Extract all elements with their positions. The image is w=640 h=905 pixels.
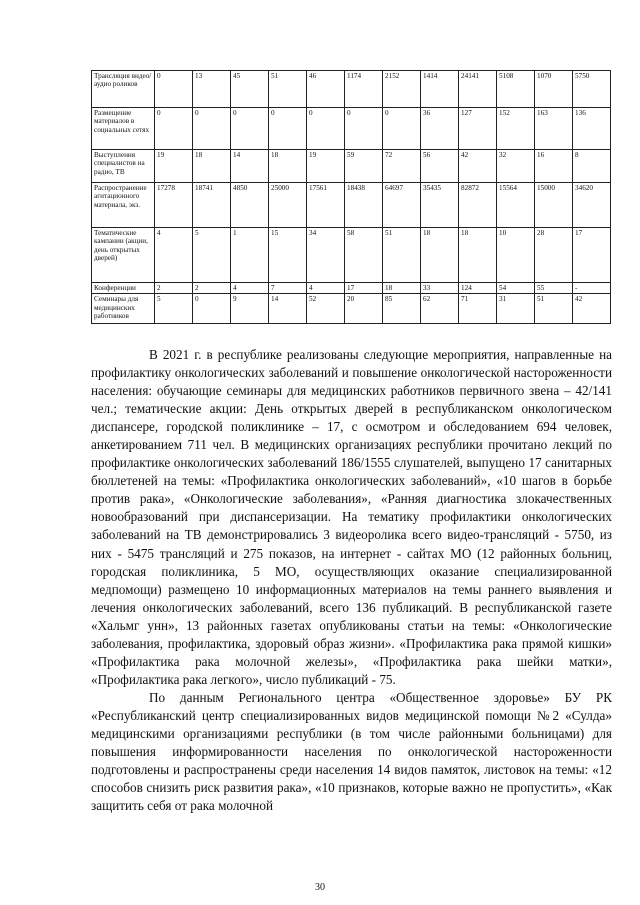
paragraph-1: В 2021 г. в республике реализованы следующие мероприятия, направленные на профилактику онкологических заболеваний и повышение онкологической настороженности населения: обучающие семинары для медицинских работников первичного звена – 42/141 чел.; тематические акции: День открытых дверей в республиканском онкологическом диспансере, городской поликлинике – 17, с осмотром и обследованием 694 человек, анкетированием 711 чел. В медицинских организациях республики прочитано лекций по профилактике онкологических заболеваний 186/1555 слушателей, выпущено 17 санитарных бюллетеней на темы: «Профилактика онкологических заболеваний», «10 шагов в борьбе против рака», «Онкологические заболевания», «Ранняя диагностика злокачественных новообразований при диспансеризации. На тематику профилактики онкологических заболеваний на ТВ демонстрировались 3 видеоролика всего видео-трансляций - 5750, из них - 5475 трансляций и 275 показов, на интернет - сайтах МО (12 районных больниц, городская поликлиника, 5 МО, осуществляющих оказание специализированной медпомощи) размещено 10 информационных материалов на темы раннего выявления и лечения онкологических заболеваний, всего 136 публикаций. В республиканской газете «Хальмг унн», 13 районных газетах опубликованы статьи на темы: «Онкологические заболевания, профилактика, здоровый образ жизни». «Профилактика рака прямой кишки» «Профилактика рака молочной железы», «Профилактика рака шейки матки», «Профилактика рака легкого», число публикаций - 75. xyxy=(91,347,612,687)
table-cell: 58 xyxy=(345,228,383,283)
table-cell: 34 xyxy=(307,228,345,283)
row-label: Размещение материалов в социальных сетях xyxy=(92,108,155,150)
table-row xyxy=(92,183,611,228)
table-cell: 0 xyxy=(155,71,193,108)
table-cell: 15564 xyxy=(497,183,535,228)
table-cell: 17 xyxy=(345,283,383,294)
table-cell: 13 xyxy=(193,71,231,108)
table-cell: 4850 xyxy=(231,183,269,228)
table-cell: 18 xyxy=(383,283,421,294)
statistics-table-body xyxy=(92,71,611,324)
row-label: Тематические кампании (акции, день открытых дверей) xyxy=(92,228,155,283)
table-cell: 18 xyxy=(421,228,459,283)
table-cell: 82872 xyxy=(459,183,497,228)
table-cell: 136 xyxy=(573,108,611,150)
table-cell: 64697 xyxy=(383,183,421,228)
table-cell: 42 xyxy=(573,294,611,324)
table-cell: 56 xyxy=(421,150,459,183)
table-cell: 1070 xyxy=(535,71,573,108)
table-cell: 163 xyxy=(535,108,573,150)
table-cell: 5 xyxy=(193,228,231,283)
row-label: Трансляция видео/аудио роликов xyxy=(92,71,155,108)
table-cell: 8 xyxy=(573,150,611,183)
table-cell: 5108 xyxy=(497,71,535,108)
table-cell: 14 xyxy=(231,150,269,183)
table-cell: 51 xyxy=(269,71,307,108)
table-cell: 51 xyxy=(535,294,573,324)
table-cell: 35435 xyxy=(421,183,459,228)
table-cell: 17278 xyxy=(155,183,193,228)
table-cell: 7 xyxy=(269,283,307,294)
table-cell: 20 xyxy=(345,294,383,324)
table-cell: 42 xyxy=(459,150,497,183)
table-cell: 2152 xyxy=(383,71,421,108)
table-cell: 0 xyxy=(231,108,269,150)
table-cell: 18438 xyxy=(345,183,383,228)
table-cell: 62 xyxy=(421,294,459,324)
table-cell: - xyxy=(573,283,611,294)
table-cell: 0 xyxy=(307,108,345,150)
table-cell: 1174 xyxy=(345,71,383,108)
table-cell: 0 xyxy=(345,108,383,150)
table-cell: 0 xyxy=(193,108,231,150)
statistics-table xyxy=(91,70,611,324)
table-cell: 16 xyxy=(535,150,573,183)
table-row xyxy=(92,228,611,283)
page-number: 30 xyxy=(315,882,325,893)
table-cell: 1414 xyxy=(421,71,459,108)
table-cell: 34620 xyxy=(573,183,611,228)
table-cell: 127 xyxy=(459,108,497,150)
table-cell: 14 xyxy=(269,294,307,324)
table-cell: 4 xyxy=(231,283,269,294)
row-label: Конференции xyxy=(92,283,155,294)
table-cell: 55 xyxy=(535,283,573,294)
table-cell: 15 xyxy=(269,228,307,283)
table-cell: 4 xyxy=(307,283,345,294)
table-cell: 2 xyxy=(193,283,231,294)
table-cell: 19 xyxy=(307,150,345,183)
table-cell: 45 xyxy=(231,71,269,108)
paragraph-2: По данным Регионального центра «Общественное здоровье» БУ РК «Республиканский центр специализированных видов медицинской помощи №2 «Сулда» медицинскими организациями республики (в том числе районными больницами) для повышения информированности населения по онкологической настороженности подготовлены и распространены среди населения 14 видов памяток, листовок на темы: «12 способов снизить риск развития рака», «10 признаков, которые важно не пропустить», «Как защитить себя от рака молочной xyxy=(91,689,612,814)
table-row xyxy=(92,294,611,324)
table-cell: 18 xyxy=(193,150,231,183)
table-cell: 17 xyxy=(573,228,611,283)
row-label: Выступления специалистов на радио, ТВ xyxy=(92,150,155,183)
table-cell: 0 xyxy=(155,108,193,150)
table-cell: 85 xyxy=(383,294,421,324)
table-cell: 152 xyxy=(497,108,535,150)
table-cell: 25000 xyxy=(269,183,307,228)
table-cell: 124 xyxy=(459,283,497,294)
table-cell: 18 xyxy=(459,228,497,283)
table-cell: 59 xyxy=(345,150,383,183)
row-label: Распространение агитационного материала, экз. xyxy=(92,183,155,228)
table-cell: 2 xyxy=(155,283,193,294)
table-cell: 10 xyxy=(497,228,535,283)
table-cell: 52 xyxy=(307,294,345,324)
table-cell: 18741 xyxy=(193,183,231,228)
table-cell: 24141 xyxy=(459,71,497,108)
table-row xyxy=(92,150,611,183)
table-cell: 5 xyxy=(155,294,193,324)
table-cell: 71 xyxy=(459,294,497,324)
table-cell: 0 xyxy=(269,108,307,150)
table-cell: 36 xyxy=(421,108,459,150)
table-cell: 17561 xyxy=(307,183,345,228)
table-cell: 32 xyxy=(497,150,535,183)
table-cell: 19 xyxy=(155,150,193,183)
table-row xyxy=(92,108,611,150)
table-cell: 1 xyxy=(231,228,269,283)
table-cell: 46 xyxy=(307,71,345,108)
table-cell: 15000 xyxy=(535,183,573,228)
table-cell: 4 xyxy=(155,228,193,283)
table-cell: 0 xyxy=(193,294,231,324)
table-cell: 18 xyxy=(269,150,307,183)
table-cell: 51 xyxy=(383,228,421,283)
table-cell: 33 xyxy=(421,283,459,294)
body-text xyxy=(91,346,612,815)
table-cell: 5750 xyxy=(573,71,611,108)
row-label: Семинары для медицинских работников xyxy=(92,294,155,324)
table-row xyxy=(92,283,611,294)
table-cell: 54 xyxy=(497,283,535,294)
table-cell: 9 xyxy=(231,294,269,324)
table-cell: 31 xyxy=(497,294,535,324)
table-cell: 0 xyxy=(383,108,421,150)
table-row xyxy=(92,71,611,108)
table-cell: 72 xyxy=(383,150,421,183)
table-cell: 28 xyxy=(535,228,573,283)
